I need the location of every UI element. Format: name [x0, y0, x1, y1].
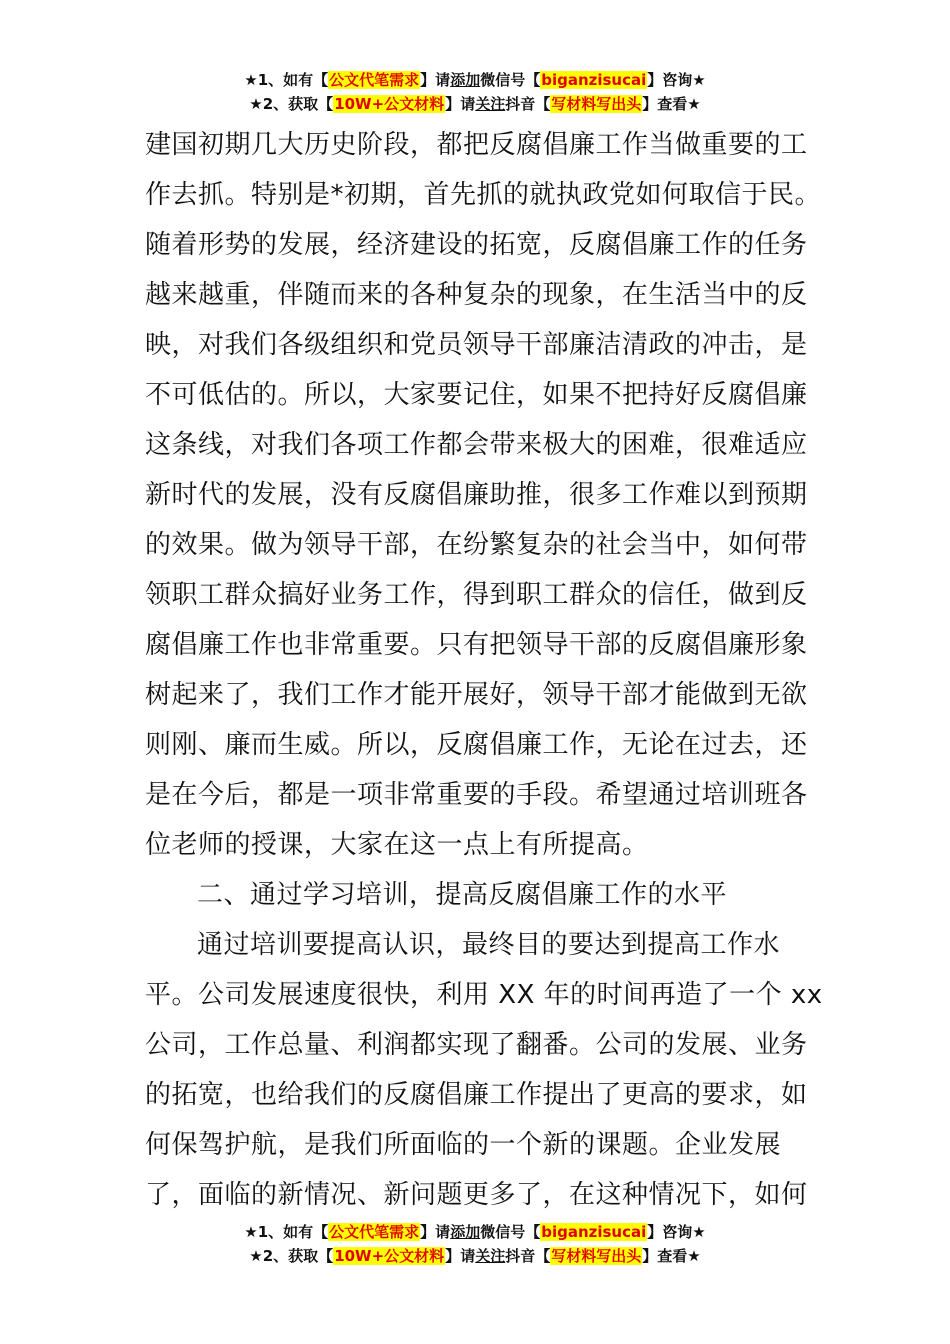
- banner-line-1: ★1、如有【公文代笔需求】请添加微信号【biganzisucai】咨询★: [244, 1223, 706, 1241]
- text-line: 新时代的发展，没有反腐倡廉助推，很多工作难以到预期: [145, 480, 808, 510]
- highlight-service: 公文代笔需求: [329, 71, 420, 89]
- text-line: 树起来了，我们工作才能开展好，领导干部才能做到无欲: [145, 680, 808, 710]
- text-line: 的拓宽，也给我们的反腐倡廉工作提出了更高的要求，如: [145, 1080, 808, 1110]
- text-line: 随着形势的发展，经济建设的拓宽，反腐倡廉工作的任务: [145, 230, 808, 260]
- text-line: 不可低估的。所以，大家要记住，如果不把持好反腐倡廉: [145, 380, 808, 410]
- banner-line-1: ★1、如有【公文代笔需求】请添加微信号【biganzisucai】咨询★: [244, 71, 706, 89]
- text-line: 这条线，对我们各项工作都会带来极大的困难，很难适应: [145, 430, 808, 460]
- text-line: 了，面临的新情况、新问题更多了，在这种情况下，如何: [145, 1180, 808, 1210]
- highlight-wechat-id: biganzisucai: [541, 71, 647, 89]
- highlight-materials: 10W+公文材料: [334, 1247, 445, 1265]
- highlight-service: 公文代笔需求: [329, 1223, 420, 1241]
- paragraph-first-line: 通过培训要提高认识，最终目的要达到提高工作水: [197, 930, 781, 960]
- highlight-wechat-id: biganzisucai: [541, 1223, 647, 1241]
- text-line: 何保驾护航，是我们所面临的一个新的课题。企业发展: [145, 1130, 782, 1160]
- text-line: 位老师的授课，大家在这一点上有所提高。: [145, 830, 649, 860]
- text-line: 映，对我们各级组织和党员领导干部廉洁清政的冲击，是: [145, 330, 808, 360]
- highlight-douyin-account: 写材料写出头: [551, 1247, 642, 1265]
- text-line: 是在今后，都是一项非常重要的手段。希望通过培训班各: [145, 780, 808, 810]
- text-line: 腐倡廉工作也非常重要。只有把领导干部的反腐倡廉形象: [145, 630, 808, 660]
- banner-line-2: ★2、获取【10W+公文材料】请关注抖音【写材料写出头】查看★: [249, 95, 701, 113]
- highlight-materials: 10W+公文材料: [334, 95, 445, 113]
- text-line: 作去抓。特别是*初期，首先抓的就执政党如何取信于民。: [145, 180, 822, 210]
- text-line: 越来越重，伴随而来的各种复杂的现象，在生活当中的反: [145, 280, 808, 310]
- text-line: 建国初期几大历史阶段，都把反腐倡廉工作当做重要的工: [145, 130, 808, 160]
- text-line: 的效果。做为领导干部，在纷繁复杂的社会当中，如何带: [145, 530, 808, 560]
- text-line: 则刚、廉而生威。所以，反腐倡廉工作，无论在过去，还: [145, 730, 808, 760]
- highlight-douyin-account: 写材料写出头: [551, 95, 642, 113]
- banner-line-2: ★2、获取【10W+公文材料】请关注抖音【写材料写出头】查看★: [249, 1247, 701, 1265]
- text-line: 领职工群众搞好业务工作，得到职工群众的信任，做到反: [145, 580, 808, 610]
- footer-banner: [0, 1220, 950, 1268]
- section-heading: 二、通过学习培训，提高反腐倡廉工作的水平: [197, 880, 728, 910]
- header-banner: [0, 68, 950, 116]
- text-line: 平。公司发展速度很快，利用 XX 年的时间再造了一个 xx: [145, 980, 823, 1010]
- document-body: [145, 120, 825, 1220]
- text-line: 公司，工作总量、利润都实现了翻番。公司的发展、业务: [145, 1030, 808, 1060]
